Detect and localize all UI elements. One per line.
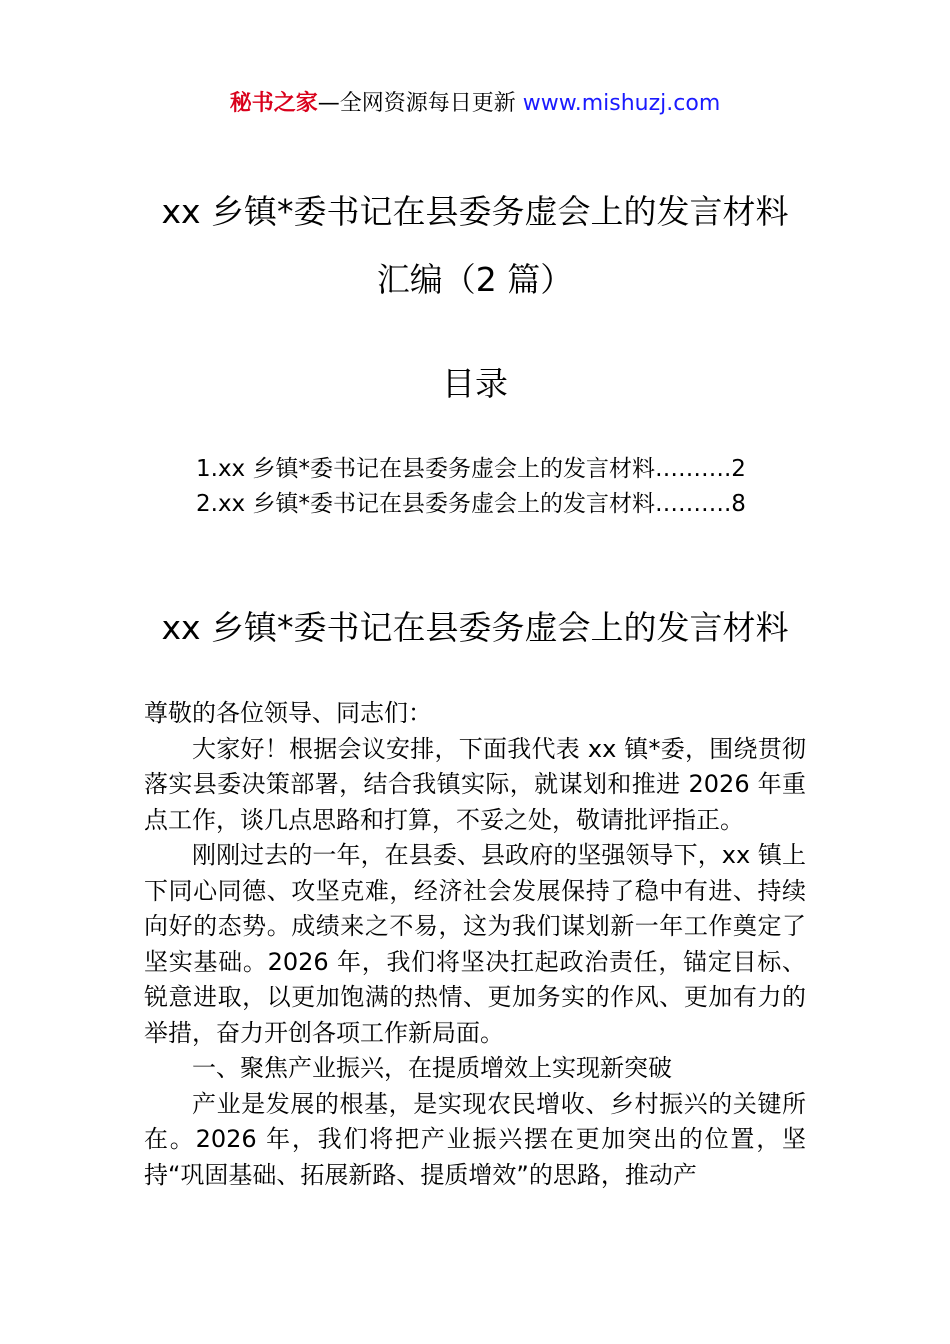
document-title: xx 乡镇*委书记在县委务虚会上的发言材料	[161, 192, 789, 231]
toc-heading: 目录	[442, 364, 508, 403]
toc-item[interactable]: 2.xx 乡镇*委书记在县委务虚会上的发言材料……….8	[196, 491, 746, 517]
paragraph: 产业是发展的根基，是实现农民增收、乡村振兴的关键所在。2026 年，我们将把产业振兴摆在更加突出的位置，坚持“巩固基础、拓展新路、提质增效”的思路，推动产	[144, 1089, 806, 1189]
table-of-contents	[196, 452, 746, 522]
toc-item[interactable]: 1.xx 乡镇*委书记在县委务虚会上的发言材料……….2	[196, 456, 746, 482]
subheading: 一、聚焦产业振兴，在提质增效上实现新突破	[192, 1054, 672, 1082]
brand-name: 秘书之家	[229, 91, 318, 116]
paragraph: 刚刚过去的一年，在县委、县政府的坚强领导下，xx 镇上下同心同德、攻坚克难，经济社会发展保持了稳中有进、持续向好的态势。成绩来之不易，这为我们谋划新一年工作奠定了坚实基础。2026 年，我们将坚决扛起政治责任，锚定目标、锐意进取，以更加饱满的热情、更加务实的作风、更加有力的举措，奋力开创各项工作新局面。	[144, 841, 806, 1047]
body-text	[144, 696, 806, 1193]
header-slogan: —全网资源每日更新	[317, 91, 523, 116]
paragraph: 大家好！根据会议安排，下面我代表 xx 镇*委，围绕贯彻落实县委决策部署，结合我镇实际，就谋划和推进 2026 年重点工作，谈几点思路和打算，不妥之处，敬请批评指正。	[144, 734, 806, 834]
site-header	[0, 88, 950, 120]
document-title-line2: 汇编（2 篇）	[376, 260, 574, 299]
site-url-link[interactable]: www.mishuzj.com	[522, 91, 721, 116]
salutation: 尊敬的各位领导、同志们：	[144, 699, 432, 727]
section-title: xx 乡镇*委书记在县委务虚会上的发言材料	[161, 608, 789, 647]
